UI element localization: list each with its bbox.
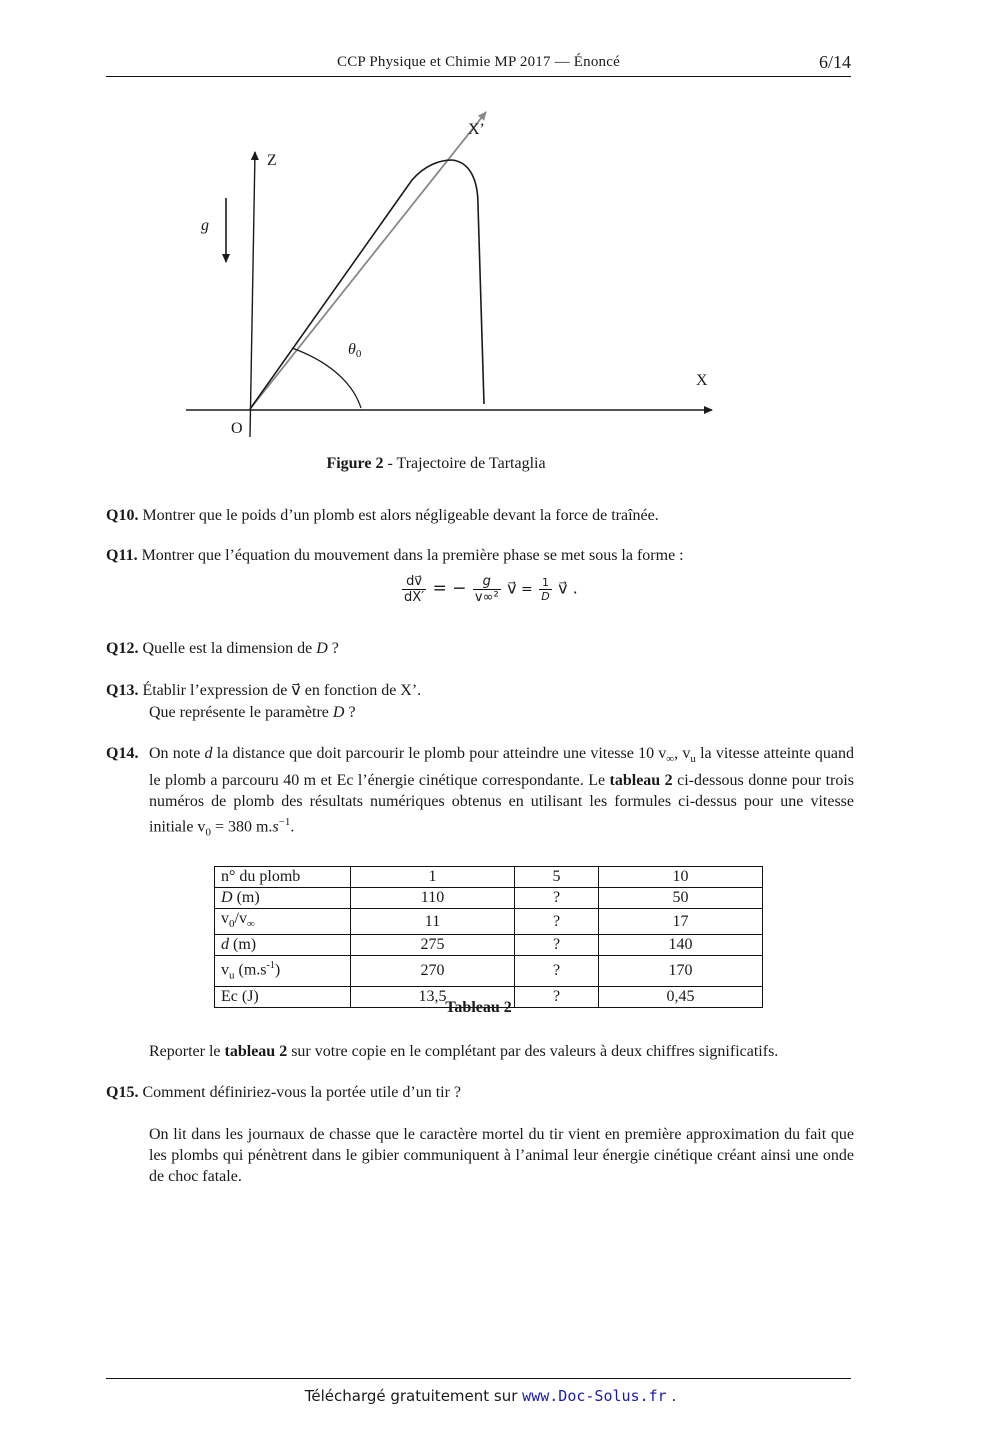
label-z: Z bbox=[267, 152, 277, 169]
question-q11: Q11. Montrer que l’équation du mouvement dans la première phase se met sous la forme : bbox=[106, 547, 684, 564]
table-cell: ? bbox=[515, 956, 599, 987]
table-cell: 13,5 bbox=[351, 986, 515, 1007]
table-cell: $v_0/v_\infty$ bbox=[215, 909, 351, 935]
label-xprime: X’ bbox=[468, 121, 485, 138]
table-cell: ? bbox=[515, 935, 599, 956]
table-cell: 140 bbox=[599, 935, 763, 956]
q15-paragraph: On lit dans les journaux de chasse que le caractère mortel du tir vient en première approximation du fait que les plombs qui pénètrent dans le gibier communiquent à l’animal leur énergie cinétique créant ainsi une onde de choc fatale. bbox=[149, 1126, 854, 1185]
table-cell: 50 bbox=[599, 888, 763, 909]
table-cell: 1 bbox=[351, 867, 515, 888]
question-q15: Q15. Comment définiriez-vous la portée utile d’un tir ? bbox=[106, 1084, 462, 1101]
label-origin: O bbox=[231, 420, 243, 437]
question-q13-line2: Que représente le paramètre D ? bbox=[149, 704, 356, 721]
table-cell: $v_u$ $(m.s^{-1})$ bbox=[215, 956, 351, 987]
table-cell: D (m) bbox=[215, 888, 351, 909]
z-axis bbox=[250, 152, 255, 437]
equation-q11: $\frac{dv⃗}{dX'}$ = − $\frac{g}{\text{v∞²}}$ v⃗ = $\frac{1}{D}$ v⃗ . bbox=[404, 574, 578, 605]
report-instruction: Reporter le tableau 2 sur votre copie en le complétant par des valeurs à deux chiffres significatifs. bbox=[149, 1043, 779, 1060]
table-row bbox=[215, 888, 763, 909]
footer: Téléchargé gratuitement sur www.Doc-Solus.fr . bbox=[304, 1387, 677, 1405]
table-cell: ? bbox=[515, 888, 599, 909]
table-cell: 0,45 bbox=[599, 986, 763, 1007]
label-theta: θ0 bbox=[348, 341, 362, 360]
table-cell: 11 bbox=[351, 909, 515, 935]
table-cell: n° du plomb bbox=[215, 867, 351, 888]
trajectory-curve bbox=[250, 160, 484, 409]
footer-link[interactable]: www.Doc-Solus.fr bbox=[522, 1387, 667, 1405]
question-q10: Q10. Montrer que le poids d’un plomb est alors négligeable devant la force de traînée. bbox=[106, 507, 659, 524]
footer-rule bbox=[106, 1378, 851, 1379]
table-row bbox=[215, 867, 763, 888]
results-table bbox=[214, 866, 763, 1008]
question-q13: Q13. Établir l’expression de v⃗ en fonction de X’. bbox=[106, 682, 422, 699]
trajectory-figure bbox=[0, 0, 981, 450]
table-cell: 275 bbox=[351, 935, 515, 956]
table-row bbox=[215, 909, 763, 935]
table-cell: 17 bbox=[599, 909, 763, 935]
page-number: 6/14 bbox=[818, 52, 851, 72]
question-q12: Q12. Quelle est la dimension de D ? bbox=[106, 640, 339, 657]
table-cell: Ec (J) bbox=[215, 986, 351, 1007]
label-g: g⃗ bbox=[201, 217, 222, 234]
figure-caption: Figure 2 - Trajectoire de Tartaglia bbox=[326, 455, 546, 472]
table-cell: 170 bbox=[599, 956, 763, 987]
table-cell: 270 bbox=[351, 956, 515, 987]
table-row bbox=[215, 935, 763, 956]
table-cell: 5 bbox=[515, 867, 599, 888]
label-x: X bbox=[696, 372, 708, 389]
table-caption: Tableau 2 bbox=[445, 999, 512, 1016]
question-q14: Q14. On note d la distance que doit parcourir le plomb pour atteindre une vitesse 10 $v_\infty$, $v_u$ la vitesse atteinte quand le plomb a parcouru 40 m et Ec l’énergie cinétique correspondante. Le tableau 2 ci-dessous donne pour trois numéros de plomb des résultats numériques obtenus en utilisant les formules ci-dessus pour une vitesse initiale $v_0 = 380$ $m.s^{-1}$. bbox=[106, 745, 855, 839]
table-row bbox=[215, 956, 763, 987]
table-cell: ? bbox=[515, 909, 599, 935]
table-cell: ? bbox=[515, 986, 599, 1007]
table-cell: 110 bbox=[351, 888, 515, 909]
page-header-title: CCP Physique et Chimie MP 2017 — Énoncé bbox=[337, 54, 620, 70]
table-cell: 10 bbox=[599, 867, 763, 888]
xprime-axis bbox=[250, 112, 486, 409]
table-cell: d (m) bbox=[215, 935, 351, 956]
